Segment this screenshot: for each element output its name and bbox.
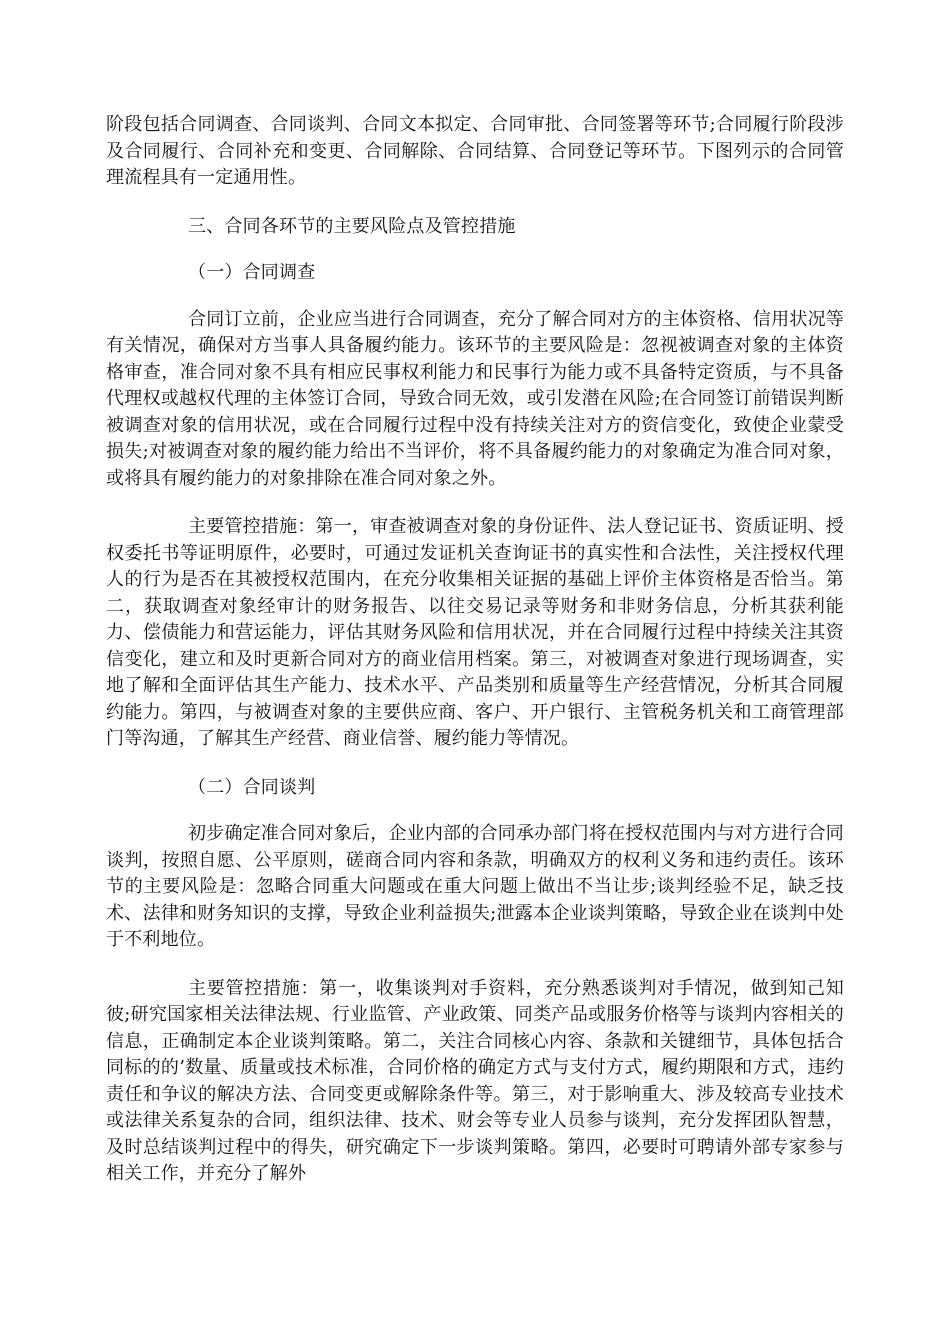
investigation-measures-paragraph: 主要管控措施：第一，审查被调查对象的身份证件、法人登记证书、资质证明、授权委托书等证明原件，必要时，可通过发证机关查询证书的真实性和合法性，关注授权代理人的行为是否在其被授权范围内，在充分收集相关证据的基础上评价主体资格是否恰当。第二，获取调查对象经审计的财务报告、以往交易记录等财务和非财务信息，分析其获利能力、偿债能力和营运能力，评估其财务风险和信用状况，并在合同履行过程中持续关注其资信变化，建立和及时更新合同对方的商业信用档案。第三，对被调查对象进行现场调查，实地了解和全面评估其生产能力、技术水平、产品类别和质量等生产经营情况，分析其合同履约能力。第四，与被调查对象的主要供应商、客户、开户银行、主管税务机关和工商管理部门等沟通，了解其生产经营、商业信誉、履约能力等情况。: [106, 516, 844, 749]
negotiation-risk-paragraph: 初步确定准合同对象后，企业内部的合同承办部门将在授权范围内与对方进行合同谈判，按照自愿、公平原则，磋商合同内容和条款，明确双方的权利义务和违约责任。该环节的主要风险是：忽略合同重大问题或在重大问题上做出不当让步;谈判经验不足，缺乏技术、法律和财务知识的支撑，导致企业利益损失;泄露本企业谈判策略，导致企业在谈判中处于不利地位。: [106, 823, 844, 950]
intro-paragraph: 阶段包括合同调查、合同谈判、合同文本拟定、合同审批、合同签署等环节;合同履行阶段涉及合同履行、合同补充和变更、合同解除、合同结算、合同登记等环节。下图列示的合同管理流程具有一定通用性。: [106, 114, 844, 188]
investigation-risk-paragraph: 合同订立前，企业应当进行合同调查，充分了解合同对方的主体资格、信用状况等有关情况，确保对方当事人具备履约能力。该环节的主要风险是：忽视被调查对象的主体资格审查，准合同对象不具有相应民事权利能力和民事行为能力或不具备特定资质，与不具备代理权或越权代理的主体签订合同，导致合同无效，或引发潜在风险;在合同签订前错误判断被调查对象的信用状况，或在合同履行过程中没有持续关注对方的资信变化，致使企业蒙受损失;对被调查对象的履约能力给出不当评价，将不具备履约能力的对象确定为准合同对象，或将具有履约能力的对象排除在准合同对象之外。: [106, 308, 844, 489]
spacer: [106, 753, 844, 775]
spacer: [106, 492, 844, 514]
subsection-title-investigation: （一）合同调查: [188, 262, 316, 283]
subsection-title-negotiation: （二）合同谈判: [188, 776, 316, 798]
section-title: 三、合同各环节的主要风险点及管控措施: [188, 215, 516, 237]
spacer: [106, 801, 844, 821]
spacer: [106, 954, 844, 976]
spacer: [106, 240, 844, 260]
spacer: [106, 287, 844, 307]
document-page: [106, 112, 844, 1188]
negotiation-measures-paragraph: 主要管控措施：第一，收集谈判对手资料，充分熟悉谈判对手情况，做到知己知彼;研究国家相关法律法规、行业监管、产业政策、同类产品或服务价格等与谈判内容相关的信息，正确制定本企业谈判策略。第二，关注合同核心内容、条款和关键细节，具体包括合同标的的’数量、质量或技术标准，合同价格的确定方式与支付方式，履约期限和方式，违约责任和争议的解决方法、合同变更或解除条件等。第三，对于影响重大、涉及较高专业技术或法律关系复杂的合同，组织法律、技术、财会等专业人员参与谈判，充分发挥团队智慧，及时总结谈判过程中的得失，研究确定下一步谈判策略。第四，必要时可聘请外部专家参与相关工作，并充分了解外: [106, 977, 844, 1184]
spacer: [106, 192, 844, 214]
